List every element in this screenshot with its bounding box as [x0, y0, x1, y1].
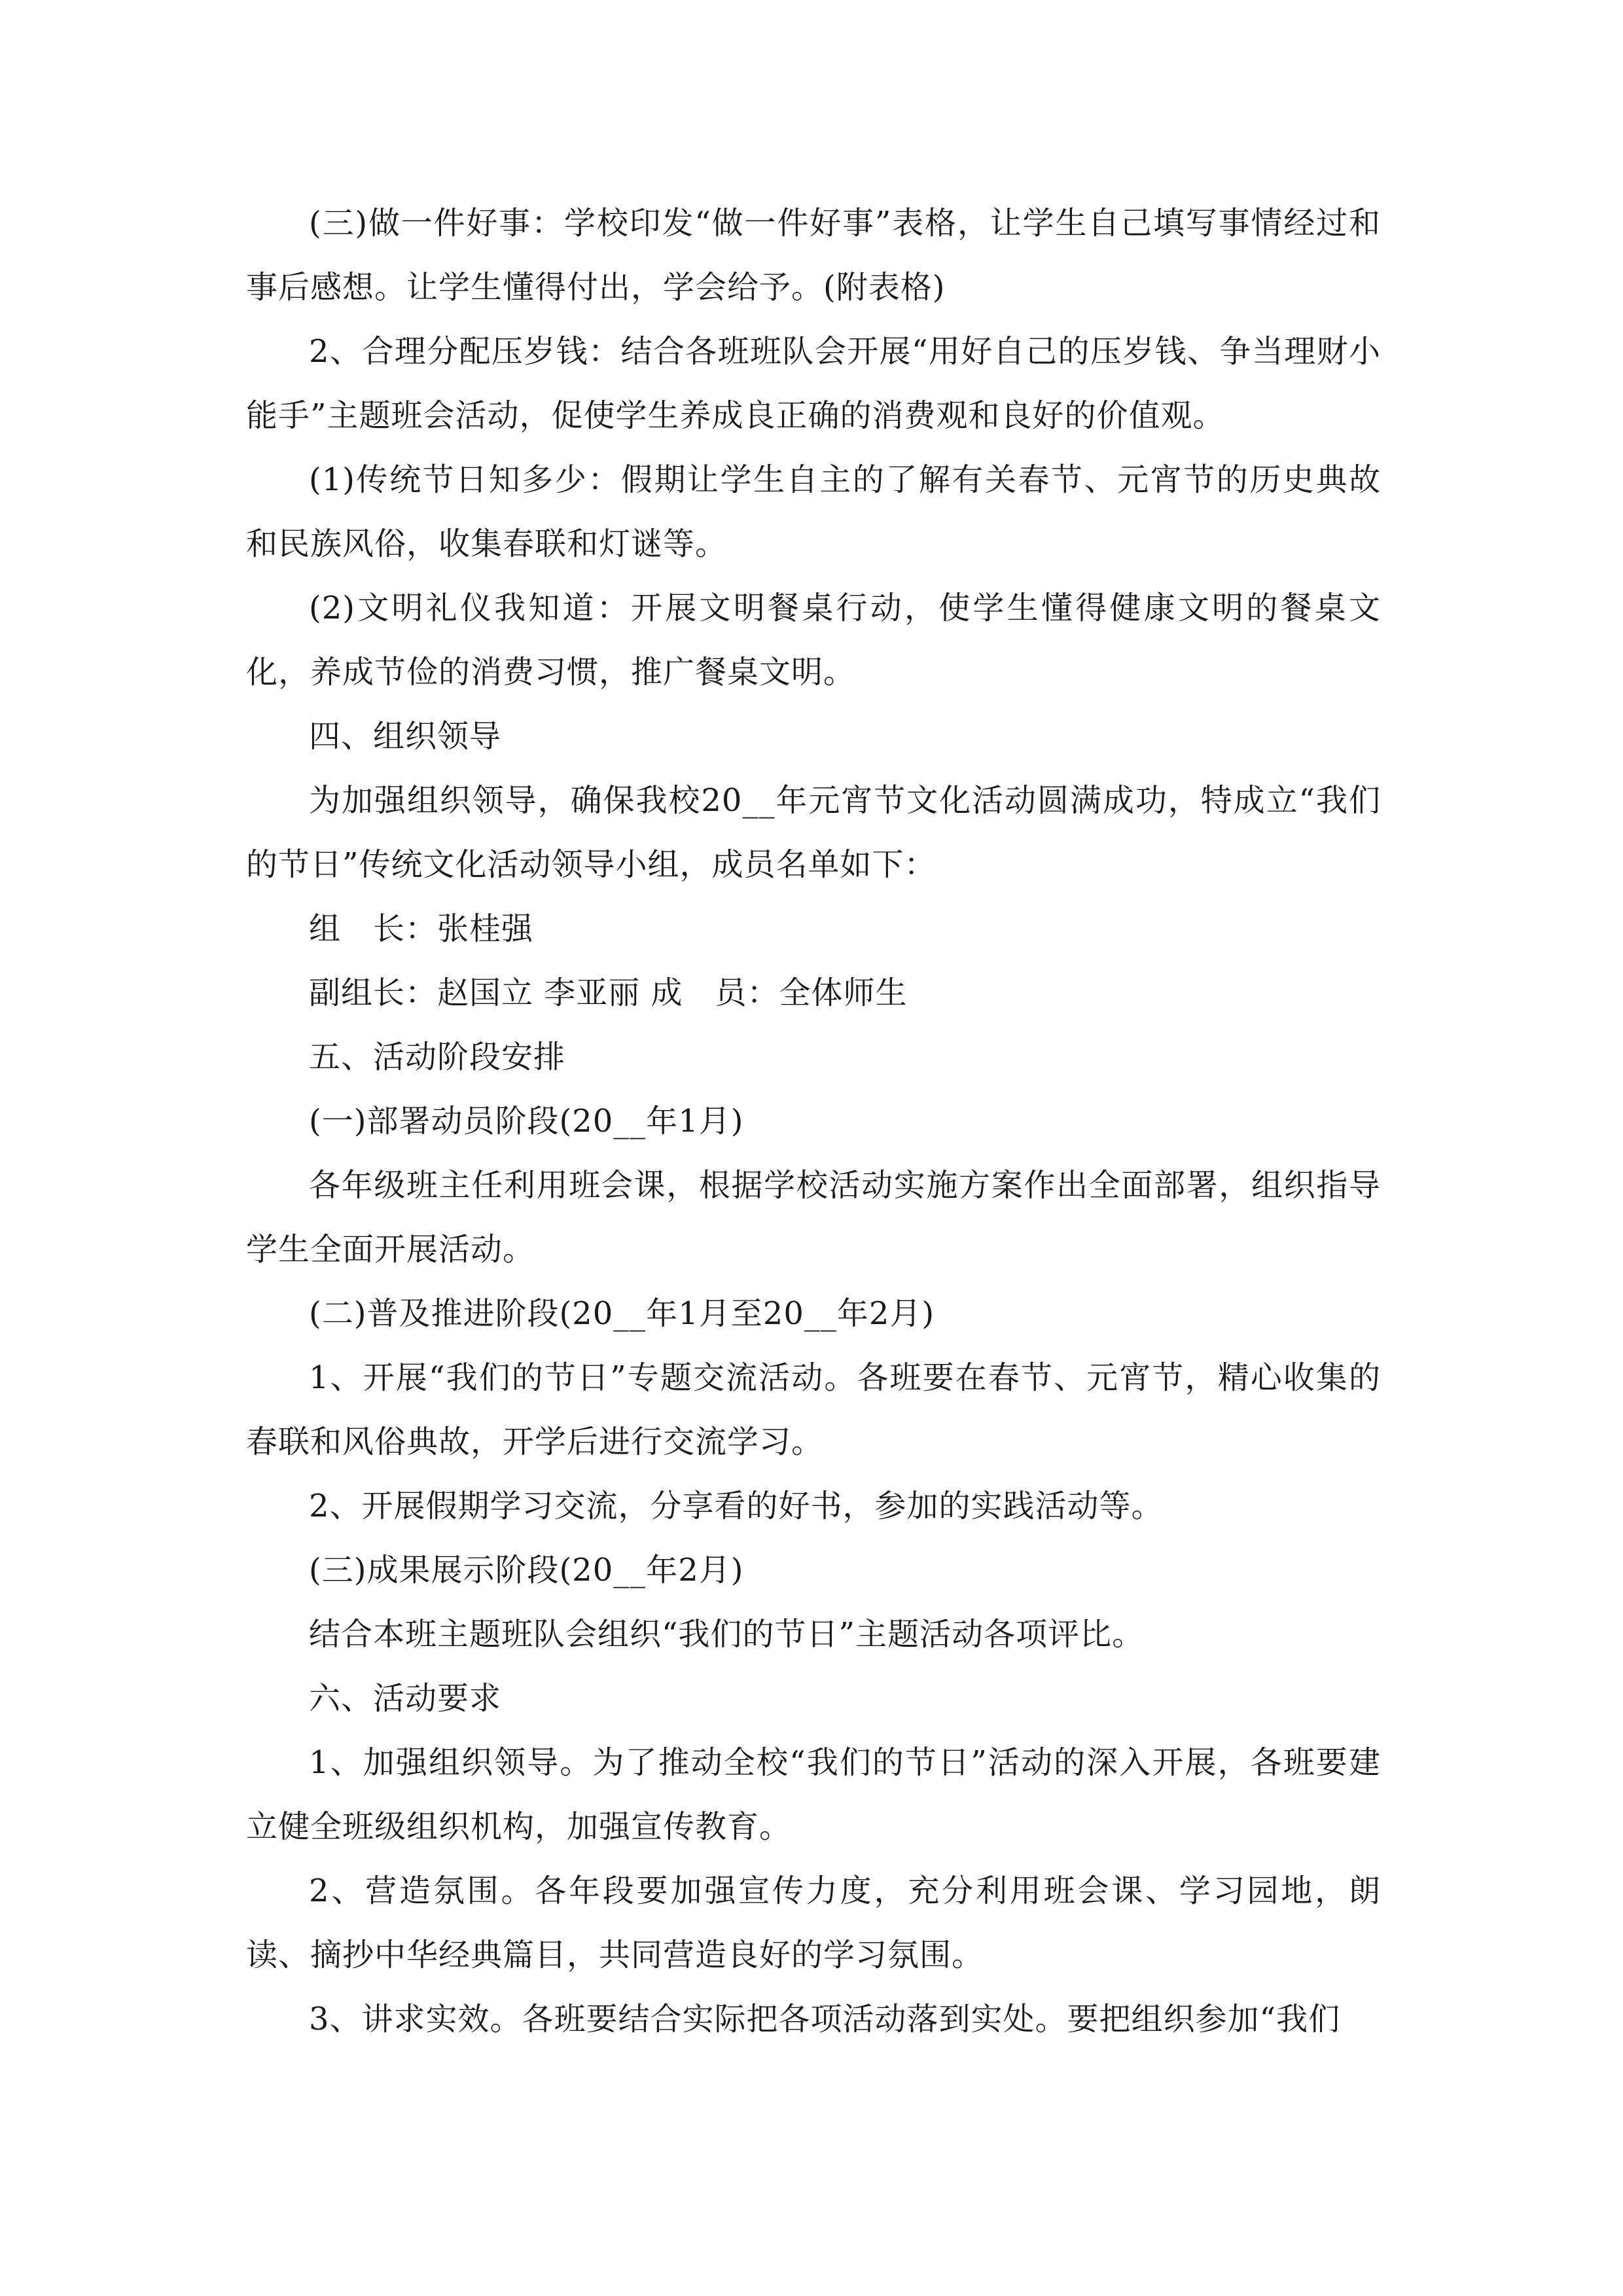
subheading-stage-3: (三)成果展示阶段(20__年2月): [309, 1552, 744, 1588]
paragraph-good-deed: (三)做一件好事：学校印发“做一件好事”表格，让学生自己填写事情经过和事后感想。让学生懂得付出，学会给予。(附表格): [246, 205, 1381, 306]
paragraph-requirement-2: 2、营造氛围。各年段要加强宣传力度，充分利用班会课、学习园地，朗读、摘抄中华经典篇目，共同营造良好的学习氛围。: [246, 1873, 1381, 1973]
paragraph-stage-2-item-1: 1、开展“我们的节日”专题交流活动。各班要在春节、元宵节，精心收集的春联和风俗典故，开学后进行交流学习。: [246, 1359, 1381, 1460]
subheading-stage-1: (一)部署动员阶段(20__年1月): [309, 1103, 744, 1139]
paragraph-stage-2-item-2: 2、开展假期学习交流，分享看的好书，参加的实践活动等。: [309, 1488, 1164, 1524]
heading-requirements: 六、活动要求: [309, 1680, 502, 1717]
paragraph-group-leader: 组 长：张桂强: [309, 910, 534, 947]
paragraph-lucky-money: 2、合理分配压岁钱：结合各班班队会开展“用好自己的压岁钱、争当理财小能手”主题班会活动，促使学生养成良正确的消费观和良好的价值观。: [246, 333, 1381, 434]
paragraph-stage-3: 结合本班主题班队会组织“我们的节日”主题活动各项评比。: [309, 1616, 1145, 1653]
paragraph-traditional-festivals: (1)传统节日知多少：假期让学生自主的了解有关春节、元宵节的历史典故和民族风俗，收集春联和灯谜等。: [246, 461, 1381, 562]
paragraph-deputy-leaders: 副组长：赵国立 李亚丽 成 员：全体师生: [309, 975, 908, 1011]
paragraph-stage-1: 各年级班主任利用班会课，根据学校活动实施方案作出全面部署，组织指导学生全面开展活动。: [246, 1167, 1381, 1268]
heading-stages: 五、活动阶段安排: [309, 1039, 566, 1075]
paragraph-requirement-1: 1、加强组织领导。为了推动全校“我们的节日”活动的深入开展，各班要建立健全班级组织机构，加强宣传教育。: [246, 1744, 1381, 1845]
paragraph-etiquette: (2)文明礼仪我知道：开展文明餐桌行动，使学生懂得健康文明的餐桌文化，养成节俭的消费习惯，推广餐桌文明。: [246, 590, 1381, 691]
subheading-stage-2: (二)普及推进阶段(20__年1月至20__年2月): [309, 1295, 935, 1332]
document-body: [246, 191, 1381, 2051]
paragraph-leadership-group: 为加强组织领导，确保我校20__年元宵节文化活动圆满成功，特成立“我们的节日”传统文化活动领导小组，成员名单如下：: [246, 782, 1381, 883]
paragraph-requirement-3: 3、讲求实效。各班要结合实际把各项活动落到实处。要把组织参加“我们: [309, 2001, 1341, 2037]
heading-organization: 四、组织领导: [309, 718, 502, 755]
